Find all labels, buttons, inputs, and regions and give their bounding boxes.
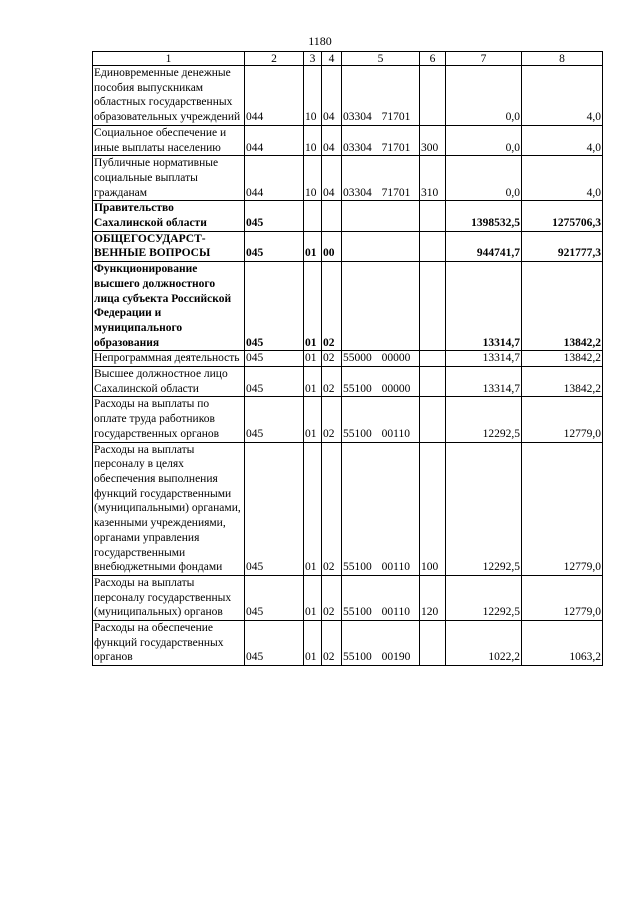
table-header-row (93, 52, 603, 66)
row-subsection-code: 04 (322, 66, 342, 126)
row-subsection-code: 02 (322, 442, 342, 575)
row-department-code: 044 (245, 66, 304, 126)
row-target-article-code: 55100 00110 (342, 442, 420, 575)
row-name: Правительство Сахалинской области (93, 201, 245, 231)
row-expense-type-code (420, 66, 446, 126)
row-expense-type-code (420, 231, 446, 261)
row-target-article-code: 55100 00000 (342, 367, 420, 397)
row-target-article-code (342, 231, 420, 261)
row-name: Публичные нормативные социальные выплаты гражданам (93, 156, 245, 201)
row-department-code: 044 (245, 156, 304, 201)
row-name: Социальное обеспечение и иные выплаты населению (93, 125, 245, 155)
row-expense-type-code (420, 621, 446, 666)
row-amount-year-2: 12779,0 (522, 397, 603, 442)
row-department-code: 045 (245, 575, 304, 620)
row-amount-year-2: 13842,2 (522, 351, 603, 367)
row-amount-year-1: 1398532,5 (446, 201, 522, 231)
row-amount-year-1: 13314,7 (446, 367, 522, 397)
row-department-code: 045 (245, 367, 304, 397)
row-expense-type-code: 300 (420, 125, 446, 155)
table-row (93, 156, 603, 201)
row-department-code: 045 (245, 442, 304, 575)
row-name: Расходы на обеспечение функций государственных органов (93, 621, 245, 666)
row-expense-type-code (420, 351, 446, 367)
row-amount-year-2: 12779,0 (522, 442, 603, 575)
row-expense-type-code: 310 (420, 156, 446, 201)
budget-table (92, 51, 603, 666)
row-amount-year-1: 0,0 (446, 125, 522, 155)
row-subsection-code: 02 (322, 262, 342, 351)
row-section-code: 01 (304, 575, 322, 620)
table-row (93, 397, 603, 442)
row-target-article-code: 55000 00000 (342, 351, 420, 367)
row-target-article-code: 03304 71701 (342, 66, 420, 126)
row-section-code: 01 (304, 367, 322, 397)
row-section-code: 01 (304, 442, 322, 575)
row-subsection-code: 02 (322, 367, 342, 397)
column-header: 5 (342, 52, 420, 66)
row-subsection-code: 04 (322, 125, 342, 155)
row-department-code: 045 (245, 231, 304, 261)
table-row (93, 621, 603, 666)
row-section-code: 10 (304, 125, 322, 155)
row-department-code: 045 (245, 351, 304, 367)
row-target-article-code (342, 262, 420, 351)
column-header: 7 (446, 52, 522, 66)
row-subsection-code: 02 (322, 575, 342, 620)
row-amount-year-1: 0,0 (446, 156, 522, 201)
row-target-article-code: 55100 00110 (342, 397, 420, 442)
row-department-code: 045 (245, 262, 304, 351)
row-expense-type-code: 100 (420, 442, 446, 575)
row-amount-year-2: 1063,2 (522, 621, 603, 666)
row-target-article-code: 55100 00190 (342, 621, 420, 666)
row-department-code: 045 (245, 397, 304, 442)
table-row (93, 575, 603, 620)
row-expense-type-code (420, 367, 446, 397)
row-subsection-code: 00 (322, 231, 342, 261)
row-subsection-code: 02 (322, 351, 342, 367)
row-amount-year-1: 12292,5 (446, 575, 522, 620)
table-row (93, 66, 603, 126)
row-subsection-code: 02 (322, 621, 342, 666)
row-amount-year-1: 944741,7 (446, 231, 522, 261)
row-department-code: 045 (245, 621, 304, 666)
row-expense-type-code: 120 (420, 575, 446, 620)
column-header: 3 (304, 52, 322, 66)
row-name: Расходы на выплаты персоналу в целях обеспечения выполнения функций государственными (муниципальными) органами, казенными учреждениями, органами управления государственными внебюджетными фондами (93, 442, 245, 575)
row-name: Высшее должностное лицо Сахалинской области (93, 367, 245, 397)
row-amount-year-1: 13314,7 (446, 262, 522, 351)
column-header: 4 (322, 52, 342, 66)
row-amount-year-2: 4,0 (522, 66, 603, 126)
row-target-article-code: 55100 00110 (342, 575, 420, 620)
row-amount-year-2: 13842,2 (522, 367, 603, 397)
row-amount-year-2: 1275706,3 (522, 201, 603, 231)
row-section-code (304, 201, 322, 231)
row-subsection-code: 04 (322, 156, 342, 201)
row-section-code: 10 (304, 66, 322, 126)
table-row (93, 231, 603, 261)
row-amount-year-2: 4,0 (522, 125, 603, 155)
row-amount-year-2: 12779,0 (522, 575, 603, 620)
row-amount-year-1: 13314,7 (446, 351, 522, 367)
row-name: Непрограммная деятельность (93, 351, 245, 367)
table-row (93, 442, 603, 575)
row-amount-year-1: 1022,2 (446, 621, 522, 666)
row-subsection-code (322, 201, 342, 231)
row-target-article-code (342, 201, 420, 231)
column-header: 6 (420, 52, 446, 66)
table-row (93, 125, 603, 155)
row-amount-year-2: 13842,2 (522, 262, 603, 351)
row-expense-type-code (420, 201, 446, 231)
row-expense-type-code (420, 397, 446, 442)
row-amount-year-1: 0,0 (446, 66, 522, 126)
column-header: 1 (93, 52, 245, 66)
table-row (93, 367, 603, 397)
row-name: Расходы на выплаты персоналу государственных (муниципальных) органов (93, 575, 245, 620)
row-department-code: 044 (245, 125, 304, 155)
row-name: ОБЩЕГОСУДАРСТ-ВЕННЫЕ ВОПРОСЫ (93, 231, 245, 261)
column-header: 8 (522, 52, 603, 66)
row-expense-type-code (420, 262, 446, 351)
row-section-code: 01 (304, 621, 322, 666)
row-department-code: 045 (245, 201, 304, 231)
page-number: 1180 (308, 34, 332, 48)
row-name: Функционирование высшего должностного лица субъекта Российской Федерации и муниципального образования (93, 262, 245, 351)
row-section-code: 10 (304, 156, 322, 201)
table-row (93, 262, 603, 351)
column-header: 2 (245, 52, 304, 66)
table-row (93, 201, 603, 231)
row-name: Расходы на выплаты по оплате труда работников государственных органов (93, 397, 245, 442)
row-section-code: 01 (304, 397, 322, 442)
row-target-article-code: 03304 71701 (342, 125, 420, 155)
row-amount-year-2: 921777,3 (522, 231, 603, 261)
row-section-code: 01 (304, 351, 322, 367)
row-target-article-code: 03304 71701 (342, 156, 420, 201)
row-amount-year-2: 4,0 (522, 156, 603, 201)
row-amount-year-1: 12292,5 (446, 442, 522, 575)
table-row (93, 351, 603, 367)
row-section-code: 01 (304, 262, 322, 351)
row-name: Единовременные денежные пособия выпускникам областных государственных образовательных учреждений (93, 66, 245, 126)
row-section-code: 01 (304, 231, 322, 261)
row-subsection-code: 02 (322, 397, 342, 442)
row-amount-year-1: 12292,5 (446, 397, 522, 442)
